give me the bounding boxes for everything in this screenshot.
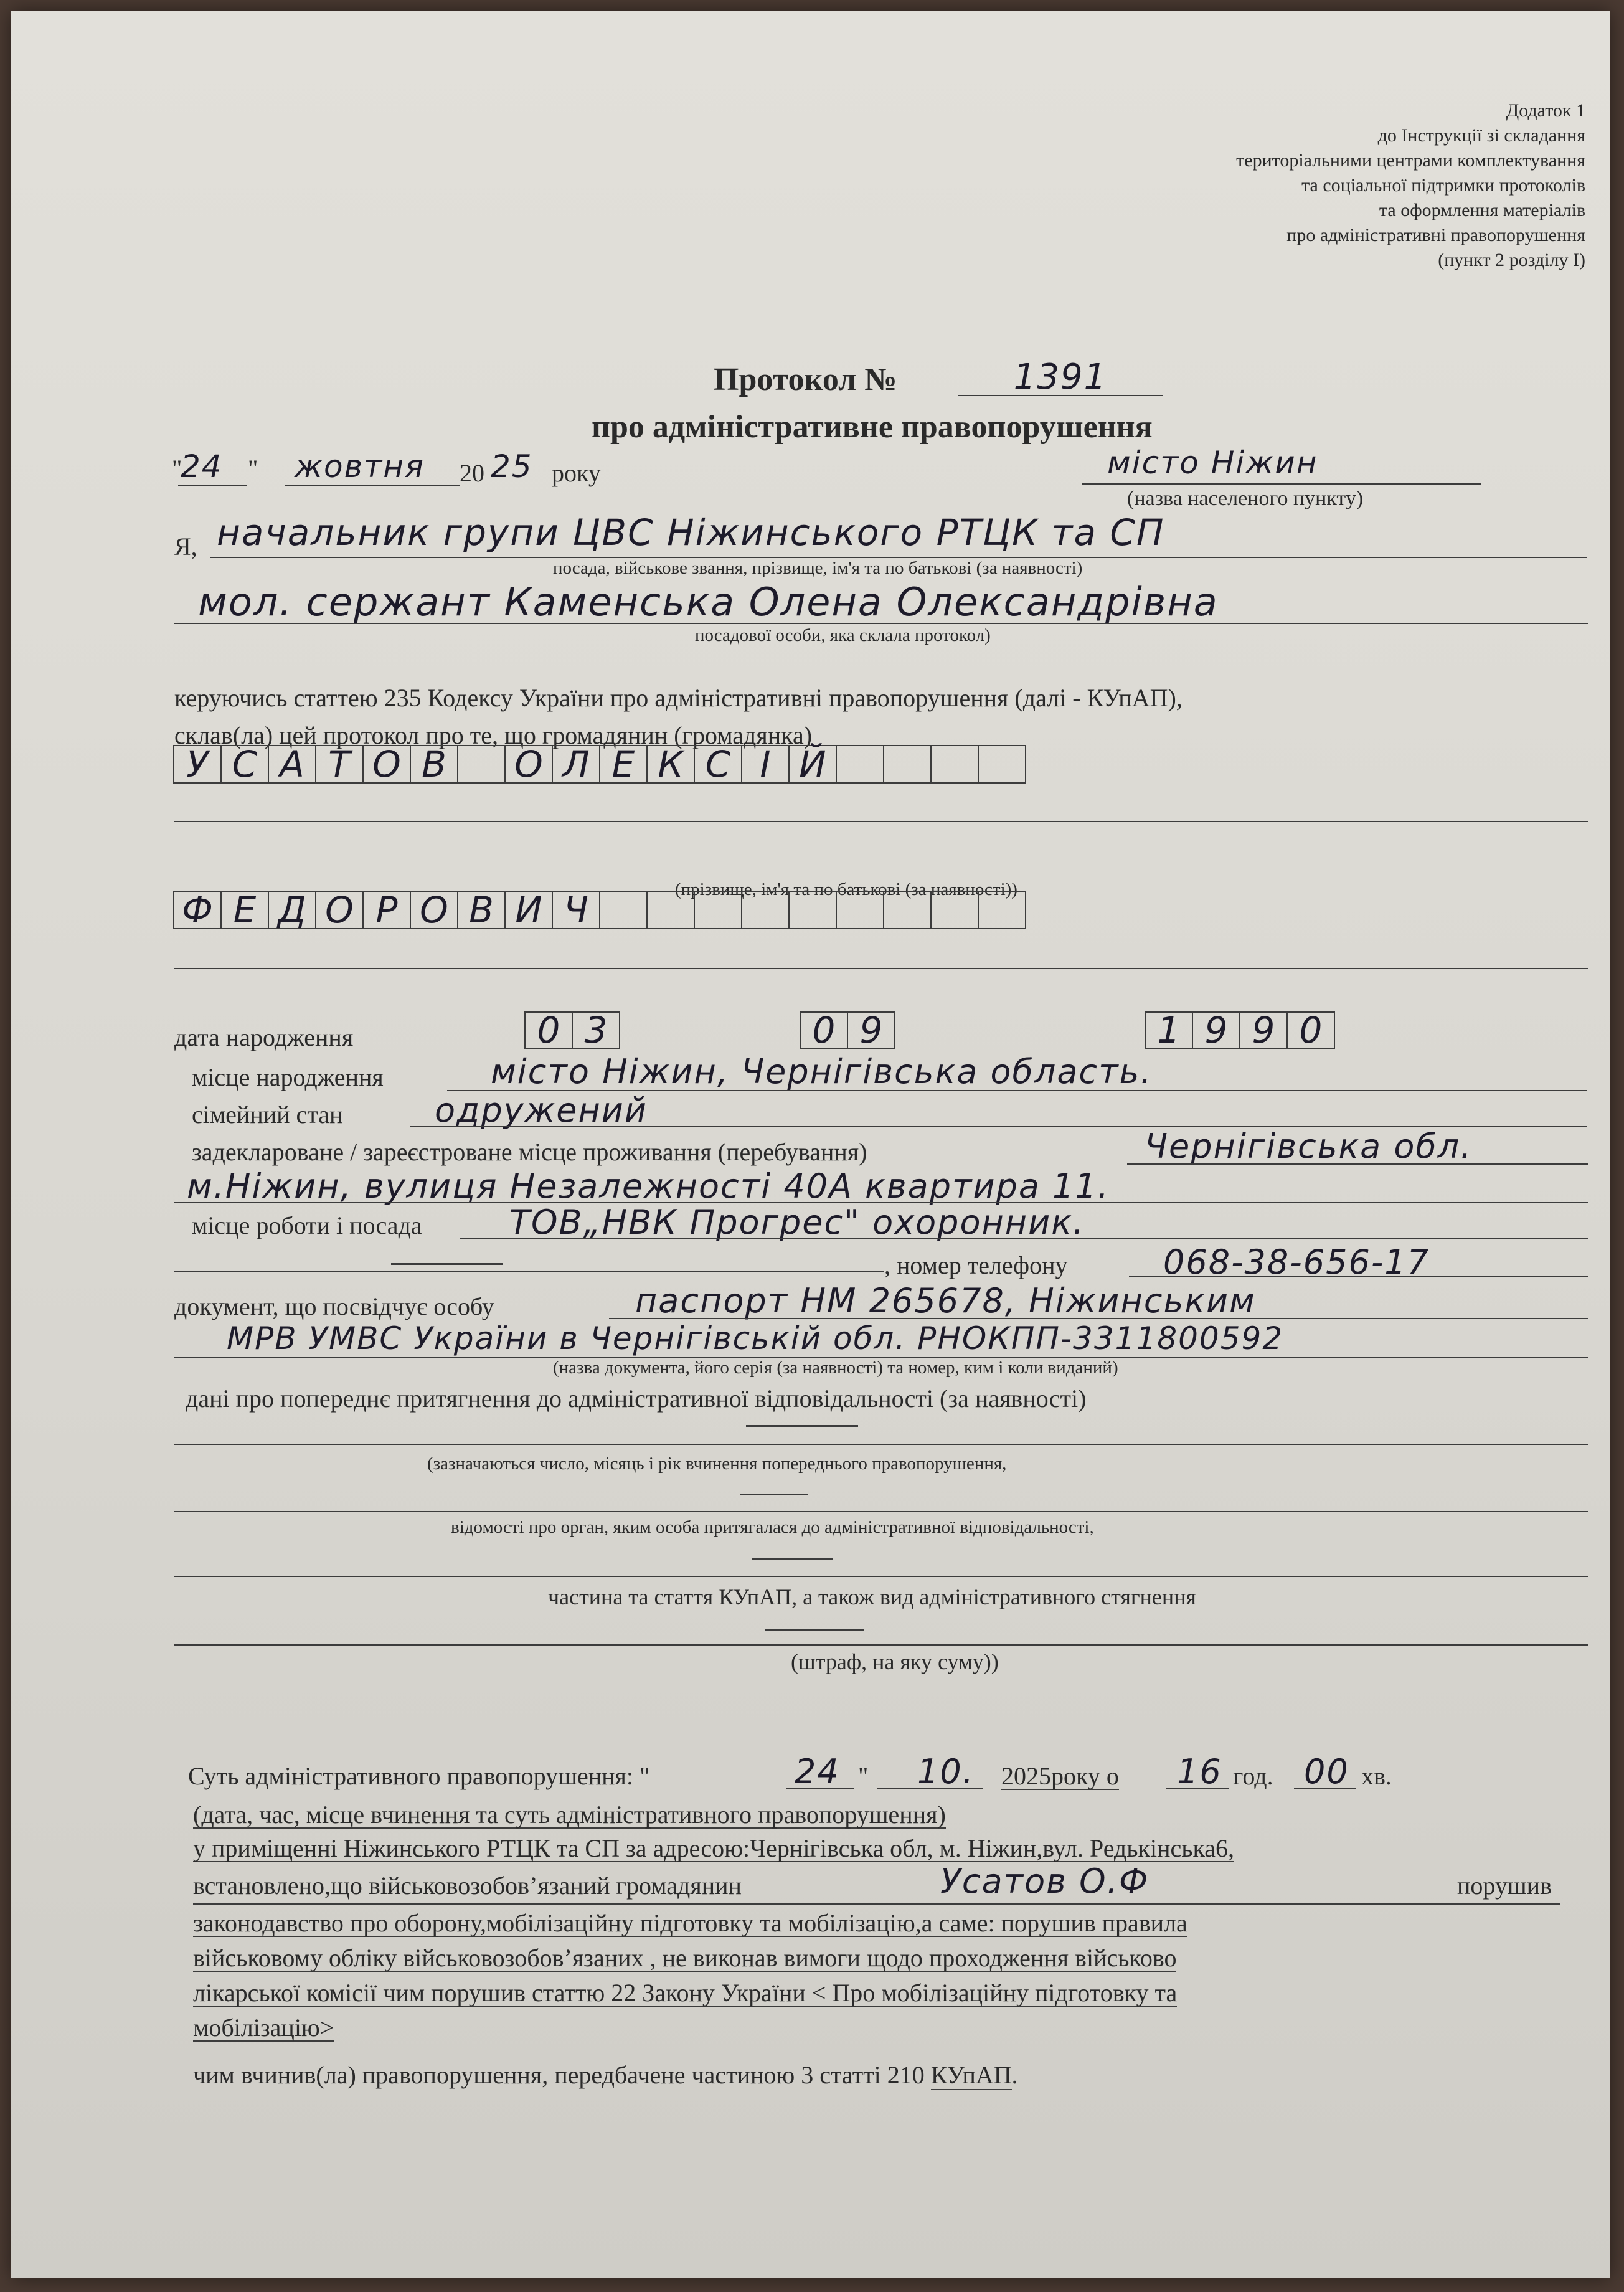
name-cell (457, 745, 506, 784)
patronymic-cell (883, 891, 932, 929)
name-cell: С (694, 745, 742, 784)
family-label: сімейний стан (192, 1101, 343, 1129)
essence-minute-word: хв. (1361, 1762, 1392, 1790)
name-cell: У (173, 745, 222, 784)
date-quote-open: " (172, 455, 182, 483)
name-cell (883, 745, 932, 784)
official-position: начальник групи ЦВС Ніжинського РТЦК та СП (217, 511, 1165, 554)
appendix-line: та оформлення матеріалів (1379, 200, 1585, 220)
work-label: місце роботи і посада (192, 1211, 422, 1239)
official-name: мол. сержант Каменська Олена Олександрівна (198, 579, 1219, 625)
place-caption: (назва населеного пункту) (1127, 487, 1364, 510)
appendix-line: про адміністративні правопорушення (1286, 225, 1585, 245)
essence-offender-name: Усатов О.Ф (940, 1862, 1150, 1901)
previous-label: дані про попереднє притягнення до адміністративної відповідальності (за наявності) (186, 1385, 1087, 1413)
official-prefix: Я, (174, 533, 197, 561)
name-cell: Й (788, 745, 837, 784)
residence-label: задеклароване / зареєстроване місце проживання (перебування) (192, 1138, 867, 1166)
appendix-line: до Інструкції зі складання (1377, 125, 1585, 146)
essence-line-1: у приміщенні Ніжинського РТЦК та СП за адресою:Чернігівська обл, м. Ніжин,вул. Редькінська6, (193, 1834, 1235, 1862)
essence-line-7a: чим вчинив(ла) правопорушення, передбачене частиною 3 статті 210 (193, 2061, 931, 2089)
birth-month-cells (801, 1011, 895, 1049)
previous-caption-2: відомості про орган, яким особа притягалася до адміністративної відповідальності, (451, 1517, 1094, 1537)
birth-year-cell: 9 (1239, 1011, 1288, 1049)
document-caption: (назва документа, його серія (за наявності) та номер, ким і коли виданий) (553, 1358, 1118, 1378)
patronymic-cell: Р (362, 891, 411, 929)
essence-line-7 (193, 2060, 1018, 2090)
patronymic-cell: И (504, 891, 553, 929)
patronymic-cell (930, 891, 979, 929)
patronymic-cell: Ч (552, 891, 600, 929)
birth-place-label: місце народження (192, 1063, 384, 1091)
patronymic-cell (788, 891, 837, 929)
essence-line-6: мобілізацію> (193, 2014, 334, 2042)
patronymic-cell: О (315, 891, 364, 929)
previous-caption-3: частина та стаття КУпАП, а також вид адміністративного стягнення (548, 1584, 1196, 1609)
patronymic-cell (646, 891, 695, 929)
date-year-suffix: 25 (491, 448, 533, 485)
basis-text: керуючись статтею 235 Кодексу України про адміністративні правопорушення (далі - КУпАП), (174, 684, 1183, 712)
essence-line-7c: . (1011, 2061, 1018, 2089)
birth-month-cell: 0 (800, 1011, 848, 1049)
essence-line-7b: КУпАП (930, 2061, 1012, 2089)
patronymic-cell: В (457, 891, 506, 929)
name-cell: І (741, 745, 790, 784)
drafted-text: склав(ла) цей протокол про те, що громадянин (громадянка) (174, 721, 813, 749)
name-cell: О (362, 745, 411, 784)
essence-month: 10. (917, 1752, 975, 1791)
patronymic-cell: Е (220, 891, 269, 929)
patronymic-cell: О (410, 891, 458, 929)
birth-year-cell: 9 (1192, 1011, 1240, 1049)
essence-line-4: військовому обліку військовозобов’язаних , не виконав вимоги щодо проходження військово (193, 1944, 1177, 1972)
phone-label: , номер телефону (884, 1251, 1068, 1279)
essence-hour: 16 (1177, 1752, 1222, 1791)
birth-day-cell: 3 (572, 1011, 620, 1049)
essence-year: 2025року о (1001, 1762, 1119, 1790)
essence-line-5: лікарської комісії чим порушив статтю 22 Закону України < Про мобілізаційну підготовку та (193, 1979, 1178, 2007)
essence-line-2a: встановлено,що військовозобов’язаний громадянин (193, 1872, 742, 1900)
citizen-name-cells (174, 745, 1026, 784)
protocol-sheet (11, 11, 1610, 2278)
date-month: жовтня (295, 448, 425, 485)
official-name-caption: посадової особи, яка склала протокол) (695, 625, 991, 645)
previous-caption-1: (зазначаються число, місяць і рік вчинення попереднього правопорушення, (427, 1454, 1007, 1474)
birth-year-cells (1146, 1011, 1335, 1049)
document-label: документ, що посвідчує особу (174, 1292, 494, 1320)
previous-caption-4: (штраф, на яку суму)) (791, 1649, 999, 1674)
birth-year-cell: 0 (1286, 1011, 1335, 1049)
patronymic-cell: Д (268, 891, 316, 929)
name-cell (978, 745, 1026, 784)
residence-value-2: м.Ніжин, вулиця Незалежності 40А квартира 11. (187, 1167, 1110, 1206)
name-cell: К (646, 745, 695, 784)
patronymic-cell (599, 891, 648, 929)
name-cell: С (220, 745, 269, 784)
document-value-2: МРВ УМВС України в Чернігівській обл. РНОКПП-3311800592 (227, 1320, 1284, 1357)
official-position-caption: посада, військове звання, прізвище, ім'я та по батькові (за наявності) (553, 558, 1083, 578)
protocol-number: 1391 (958, 360, 1163, 396)
appendix-block (1236, 98, 1585, 273)
essence-line-2 (193, 1862, 1560, 1905)
work-value: ТОВ„НВК Прогрес" охоронник. (509, 1203, 1085, 1242)
patronymic-cell: Ф (173, 891, 222, 929)
citizen-patronymic-cells (174, 891, 1026, 929)
birth-year-cell: 1 (1145, 1011, 1193, 1049)
name-cell (836, 745, 884, 784)
patronymic-cell (741, 891, 790, 929)
patronymic-cell (694, 891, 742, 929)
appendix-line: територіальними центрами комплектування (1236, 150, 1585, 171)
appendix-line: та соціальної підтримки протоколів (1301, 175, 1585, 196)
date-year-word: року (552, 459, 601, 487)
date-day: 24 (181, 448, 223, 485)
appendix-line: Додаток 1 (1506, 100, 1585, 121)
name-cell (930, 745, 979, 784)
name-cell: Т (315, 745, 364, 784)
protocol-subtitle: про адміністративне правопорушення (592, 409, 1153, 445)
family-value: одружений (435, 1091, 648, 1130)
birth-date-label: дата народження (174, 1023, 354, 1051)
birth-day-cells (526, 1011, 620, 1049)
name-cell: Л (552, 745, 600, 784)
name-cell: В (410, 745, 458, 784)
phone-value: 068-38-656-17 (1163, 1243, 1430, 1282)
place-name: місто Ніжин (1107, 445, 1318, 481)
document-value-1: паспорт НМ 265678, Ніжинським (635, 1281, 1256, 1320)
essence-hour-word: год. (1233, 1762, 1273, 1790)
birth-month-cell: 9 (847, 1011, 895, 1049)
essence-label: Суть адміністративного правопорушення: " (188, 1762, 650, 1790)
name-cell: А (268, 745, 316, 784)
appendix-line: (пункт 2 розділу I) (1438, 250, 1585, 270)
date-quote-close: " (248, 455, 258, 483)
essence-day: 24 (795, 1752, 840, 1791)
name-cell: Е (599, 745, 648, 784)
residence-value-1: Чернігівська обл. (1145, 1127, 1473, 1166)
birth-place-value: місто Ніжин, Чернігівська область. (491, 1052, 1153, 1091)
protocol-title-label: Протокол № (714, 362, 897, 397)
patronymic-cell (836, 891, 884, 929)
essence-minute: 00 (1304, 1752, 1349, 1791)
date-year-prefix: 20 (460, 459, 484, 487)
name-cell: О (504, 745, 553, 784)
patronymic-cell (978, 891, 1026, 929)
birth-day-cell: 0 (524, 1011, 573, 1049)
citizen-name-caption: (прізвище, ім'я та по батькові (за наявності)) (675, 879, 1017, 899)
essence-quote: " (858, 1762, 869, 1790)
essence-line-2b: порушив (1457, 1872, 1552, 1900)
essence-line-3: законодавство про оборону,мобілізаційну підготовку та мобілізацію,а саме: порушив правила (193, 1909, 1187, 1937)
essence-caption: (дата, час, місце вчинення та суть адміністративного правопорушення) (193, 1801, 946, 1829)
